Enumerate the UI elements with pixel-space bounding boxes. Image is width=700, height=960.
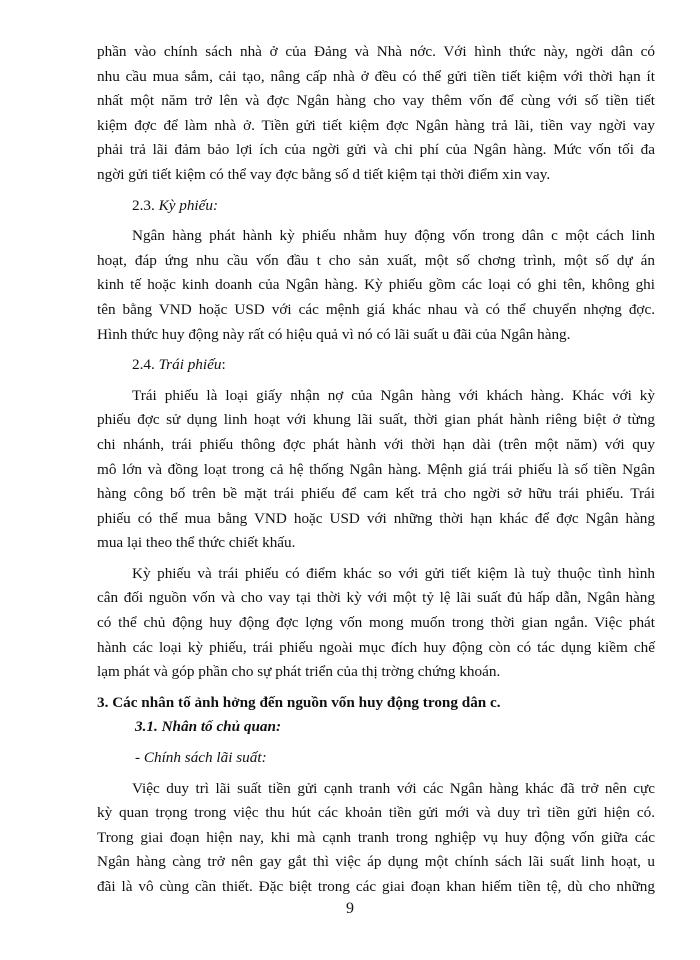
heading-number: 2.3. xyxy=(132,196,159,214)
paragraph-housing-savings xyxy=(97,40,655,188)
text-line: hàng công bố trên bề mặt trái phiếu để cam kết trả cho ngời sở hữu trái phiếu. Trái xyxy=(97,485,655,503)
heading-interest-policy: - Chính sách lãi suất: xyxy=(135,749,267,767)
text-line: kỳ quan trọng trong việc thu hút các khoản tiền gửi mới và duy trì tiền gửi hiện có. xyxy=(97,804,655,822)
text-line: Việc duy trì lãi suất tiền gửi cạnh tranh với các Ngân hàng khác đã trở nên cực xyxy=(132,779,655,797)
paragraph-lai-suat xyxy=(97,777,655,900)
text-line: nhất một năm trở lên và đợc Ngân hàng cho vay thêm vốn để cùng với số tiền tiết xyxy=(97,92,655,110)
text-line: hành các loại kỳ phiếu, trái phiếu ngoài mục đích huy động còn có tác dụng kiềm chế xyxy=(97,638,655,656)
heading-number: 2.4. xyxy=(132,356,159,374)
paragraph-comparison xyxy=(97,562,655,685)
text-line: chi nhánh, trái phiếu thông đợc phát hành với thời hạn dài (trên một năm) với quy xyxy=(97,435,655,453)
document-body xyxy=(97,40,655,900)
text-line: Hình thức huy động này rất có hiệu quả vì nó có lãi suất u đãi của Ngân hàng. xyxy=(97,325,571,343)
text-line: kinh tế hoặc kinh doanh của Ngân hàng. Kỳ phiếu gồm các loại có ghi tên, không ghi xyxy=(97,276,655,294)
heading-2-3 xyxy=(97,194,655,219)
text-line: nhu cầu mua sắm, cải tạo, nâng cấp nhà ở đều có thể gửi tiền tiết kiệm với thời hạn ít xyxy=(97,67,655,85)
text-line: ngời gửi tiết kiệm có thể vay đợc bằng số d tiết kiệm tại thời điểm xin vay. xyxy=(97,165,551,183)
heading-title: Kỳ phiếu: xyxy=(158,196,219,214)
heading-colon: : xyxy=(221,356,226,374)
text-line: Trong giai đoạn hiện nay, khi mà cạnh tranh trong nghiệp vụ huy động vốn giữa các xyxy=(97,828,655,846)
text-line: kiệm đợc để làm nhà ở. Tiền gửi tiết kiệm đợc Ngân hàng trả lãi, tiền vay ngời vay xyxy=(97,116,655,134)
text-line: mua lại theo thể thức chiết khấu. xyxy=(97,534,296,552)
text-line: cân đối nguồn vốn và cho vay tại thời kỳ với một tỷ lệ lãi suất đủ hấp dẫn, Ngân hàng xyxy=(97,589,655,607)
text-line: lạm phát và góp phần cho sự phát triển của thị trờng chứng khoán. xyxy=(97,663,501,681)
paragraph-trai-phieu xyxy=(97,384,655,556)
text-line: có thể chủ động huy động đợc lợng vốn mong muốn trong thời gian ngắn. Việc phát xyxy=(97,614,655,632)
text-line: Kỳ phiếu và trái phiếu có điểm khác so với gửi tiết kiệm là tuỳ thuộc tình hình xyxy=(132,564,655,582)
text-line: tên bằng VND hoặc USD với các mệnh giá khác nhau và có thể chuyển nhợng đợc. xyxy=(97,300,655,318)
text-line: Ngân hàng càng trở nên gay gắt thì việc áp dụng một chính sách lãi suất linh hoạt, u xyxy=(97,853,655,871)
heading-2-4 xyxy=(97,353,655,378)
text-line: hoạt, đáp ứng nhu cầu vốn đầu t cho sản xuất, một số chơng trình, một số dự án xyxy=(97,251,655,269)
heading-3: 3. Các nhân tố ảnh hởng đến nguồn vốn huy động trong dân c. xyxy=(97,693,501,711)
text-line: phiếu đợc sử dụng linh hoạt với khung lãi suất, thời gian phát hành riêng biệt ở từng xyxy=(97,411,655,429)
paragraph-ky-phieu xyxy=(97,224,655,347)
text-line: Trái phiếu là loại giấy nhận nợ của Ngân hàng với khách hàng. Khác với kỳ xyxy=(132,386,655,404)
text-line: mô lớn và đồng loạt trong cả hệ thống Ngân hàng. Mệnh giá trái phiếu là số tiền Ngân xyxy=(97,460,655,478)
text-line: Ngân hàng phát hành kỳ phiếu nhằm huy động vốn trong dân c một cách linh xyxy=(132,227,655,245)
heading-title: Trái phiếu xyxy=(158,356,222,374)
heading-3-1: 3.1. Nhân tố chủ quan: xyxy=(135,718,282,736)
text-line: đãi là vô cùng cần thiết. Đặc biệt trong các giai đoạn khan hiếm tiền tệ, dù cho những xyxy=(97,878,655,895)
text-line: phiếu có thể mua bằng VND hoặc USD với những thời hạn khác để đợc Ngân hàng xyxy=(97,509,655,527)
text-line: phần vào chính sách nhà ở của Đảng và Nhà nớc. Với hình thức này, ngời dân có xyxy=(97,43,655,60)
page-number: 9 xyxy=(346,900,354,917)
text-line: phải trả lãi đảm bảo lợi ích của ngời gửi và chi phí của Ngân hàng. Mức vốn tối đa xyxy=(97,141,655,159)
